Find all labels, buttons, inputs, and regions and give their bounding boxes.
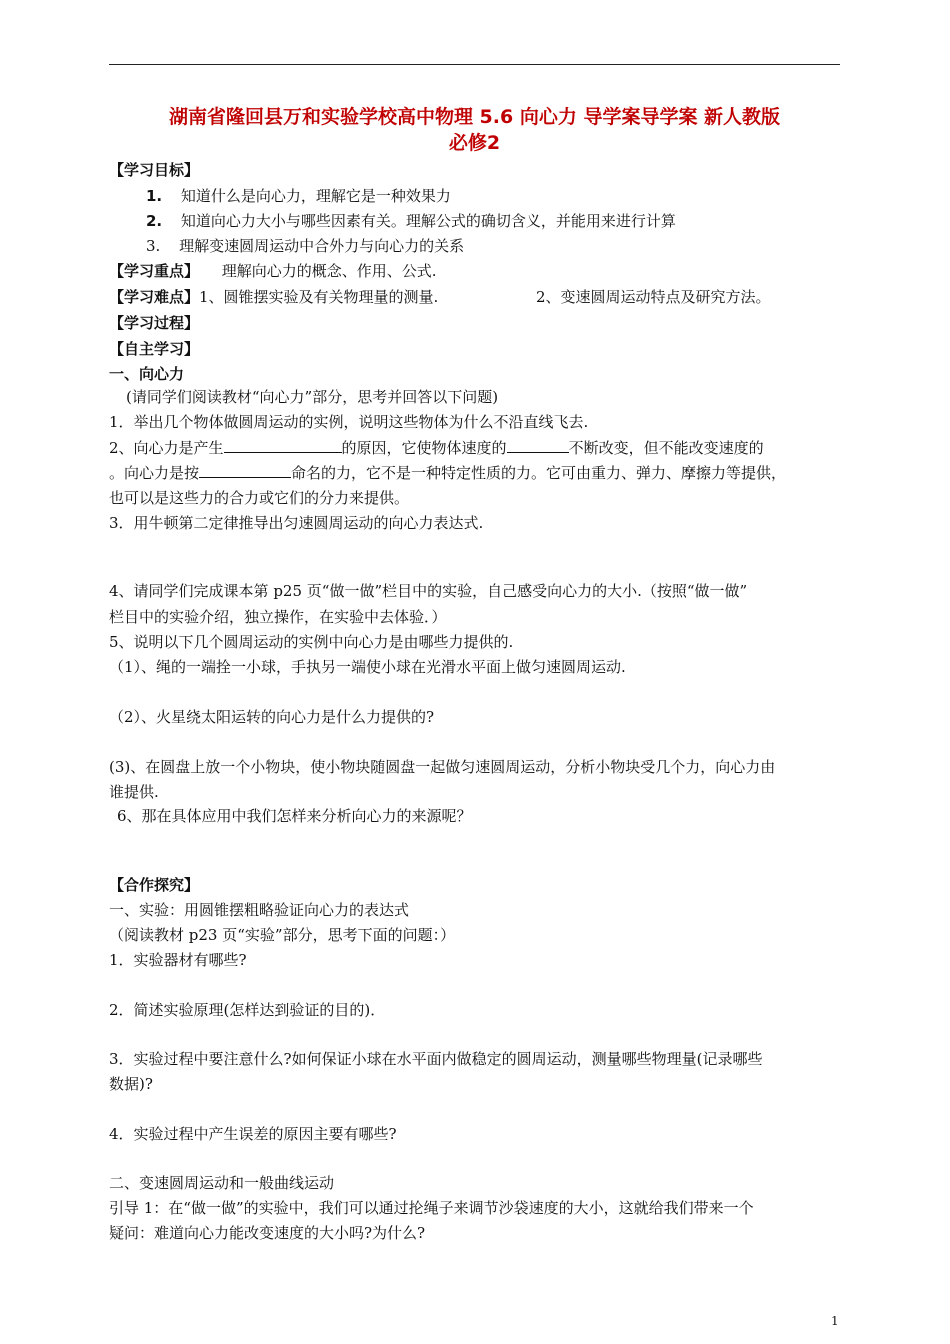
cooperative-heading: 【合作探究】 (109, 876, 200, 894)
self-study-heading: 【自主学习】 (109, 340, 200, 358)
question-1: 1．举出几个物体做圆周运动的实例，说明这些物体为什么不沿直线飞去. (109, 413, 589, 431)
objectives-heading: 【学习目标】 (109, 161, 200, 179)
self-study-intro: (请同学们阅读教材“向心力”部分，思考并回答以下问题) (126, 388, 499, 406)
page-number: 1 (831, 1314, 839, 1328)
fill-blank[interactable] (224, 438, 342, 453)
difficulty-2: 2、变速圆周运动特点及研究方法。 (536, 288, 771, 306)
difficulties-label: 【学习难点】 (109, 288, 200, 306)
experiment-q4: 4．实验过程中产生误差的原因主要有哪些? (109, 1125, 397, 1143)
key-points-text: 理解向心力的概念、作用、公式. (221, 262, 437, 280)
question-5-1: （1）、绳的一端拴一小球，手执另一端使小球在光滑水平面上做匀速圆周运动. (109, 658, 626, 676)
experiment-q3-line2: 数据)? (109, 1075, 153, 1093)
fill-blank[interactable] (507, 438, 569, 453)
difficulty-1: 1、圆锥摆实验及有关物理量的测量. (199, 288, 439, 306)
question-2-text: 。向心力是按 (109, 464, 200, 482)
key-points-label: 【学习重点】 (109, 262, 200, 280)
experiment-q3-line1: 3．实验过程中要注意什么?如何保证小球在水平面内做稳定的圆周运动，测量哪些物理量(记录哪些 (109, 1050, 763, 1068)
doc-title-line1: 湖南省隆回县万和实验学校高中物理 5.6 向心力 导学案导学案 新人教版 (168, 106, 781, 128)
fill-blank[interactable] (199, 463, 291, 478)
question-2-text: 的原因，它使物体速度的 (341, 439, 507, 457)
header-rule (109, 64, 840, 65)
guide-1-line2: 疑问：难道向心力能改变速度的大小吗?为什么? (109, 1224, 426, 1242)
section-variable-circular-motion: 二、变速圆周运动和一般曲线运动 (109, 1174, 335, 1192)
question-2-line3: 也可以是这些力的合力或它们的分力来提供。 (109, 489, 410, 507)
question-4-line2: 栏目中的实验介绍，独立操作，在实验中去体验．） (109, 608, 447, 626)
objective-item (146, 211, 676, 231)
question-4-line1: 4、请同学们完成课本第 p25 页“做一做”栏目中的实验，自己感受向心力的大小.（按照“做一做” (109, 582, 748, 600)
question-5-3-line2: 谁提供. (109, 783, 159, 801)
objective-item (146, 186, 451, 206)
key-points (109, 261, 437, 281)
experiment-q2: 2．简述实验原理(怎样达到验证的目的)． (109, 1001, 386, 1019)
section-centripetal-force: 一、向心力 (109, 365, 185, 383)
section-experiment: 一、实验：用圆锥摆粗略验证向心力的表达式 (109, 901, 410, 919)
question-5: 5、说明以下几个圆周运动的实例中向心力是由哪些力提供的. (109, 633, 514, 651)
objective-text: 知道向心力大小与哪些因素有关。理解公式的确切含义，并能用来进行计算 (180, 212, 676, 230)
question-3: 3．用牛顿第二定律推导出匀速圆周运动的向心力表达式. (109, 514, 484, 532)
objective-num: 1. (146, 187, 163, 205)
question-5-2: （2）、火星绕太阳运转的向心力是什么力提供的? (109, 708, 435, 726)
question-2-line2 (109, 463, 786, 483)
question-2-line1 (109, 438, 764, 458)
process-heading: 【学习过程】 (109, 314, 200, 332)
doc-title-line2: 必修2 (448, 132, 501, 154)
question-2-text: 不断改变，但不能改变速度的 (568, 439, 764, 457)
difficulties (109, 287, 438, 307)
experiment-intro: （阅读教材 p23 页“实验”部分，思考下面的问题：） (109, 926, 456, 944)
objective-text: 知道什么是向心力，理解它是一种效果力 (180, 187, 451, 205)
objective-text: 理解变速圆周运动中合外力与向心力的关系 (179, 237, 465, 255)
question-6: 6、那在具体应用中我们怎样来分析向心力的来源呢？ (117, 807, 472, 825)
question-2-text: 命名的力，它不是一种特定性质的力。它可由重力、弹力、摩擦力等提供， (291, 464, 787, 482)
question-2-text: 2、向心力是产生 (109, 439, 224, 457)
objective-num: 2. (146, 212, 163, 230)
question-5-3-line1: (3)、在圆盘上放一个小物块，使小物块随圆盘一起做匀速圆周运动，分析小物块受几个力，向心力由 (109, 758, 776, 776)
experiment-q1: 1．实验器材有哪些? (109, 951, 247, 969)
objective-item (146, 236, 464, 256)
guide-1-line1: 引导 1：在“做一做”的实验中，我们可以通过抡绳子来调节沙袋速度的大小，这就给我们带来一个 (109, 1199, 754, 1217)
objective-num: 3. (146, 237, 161, 255)
